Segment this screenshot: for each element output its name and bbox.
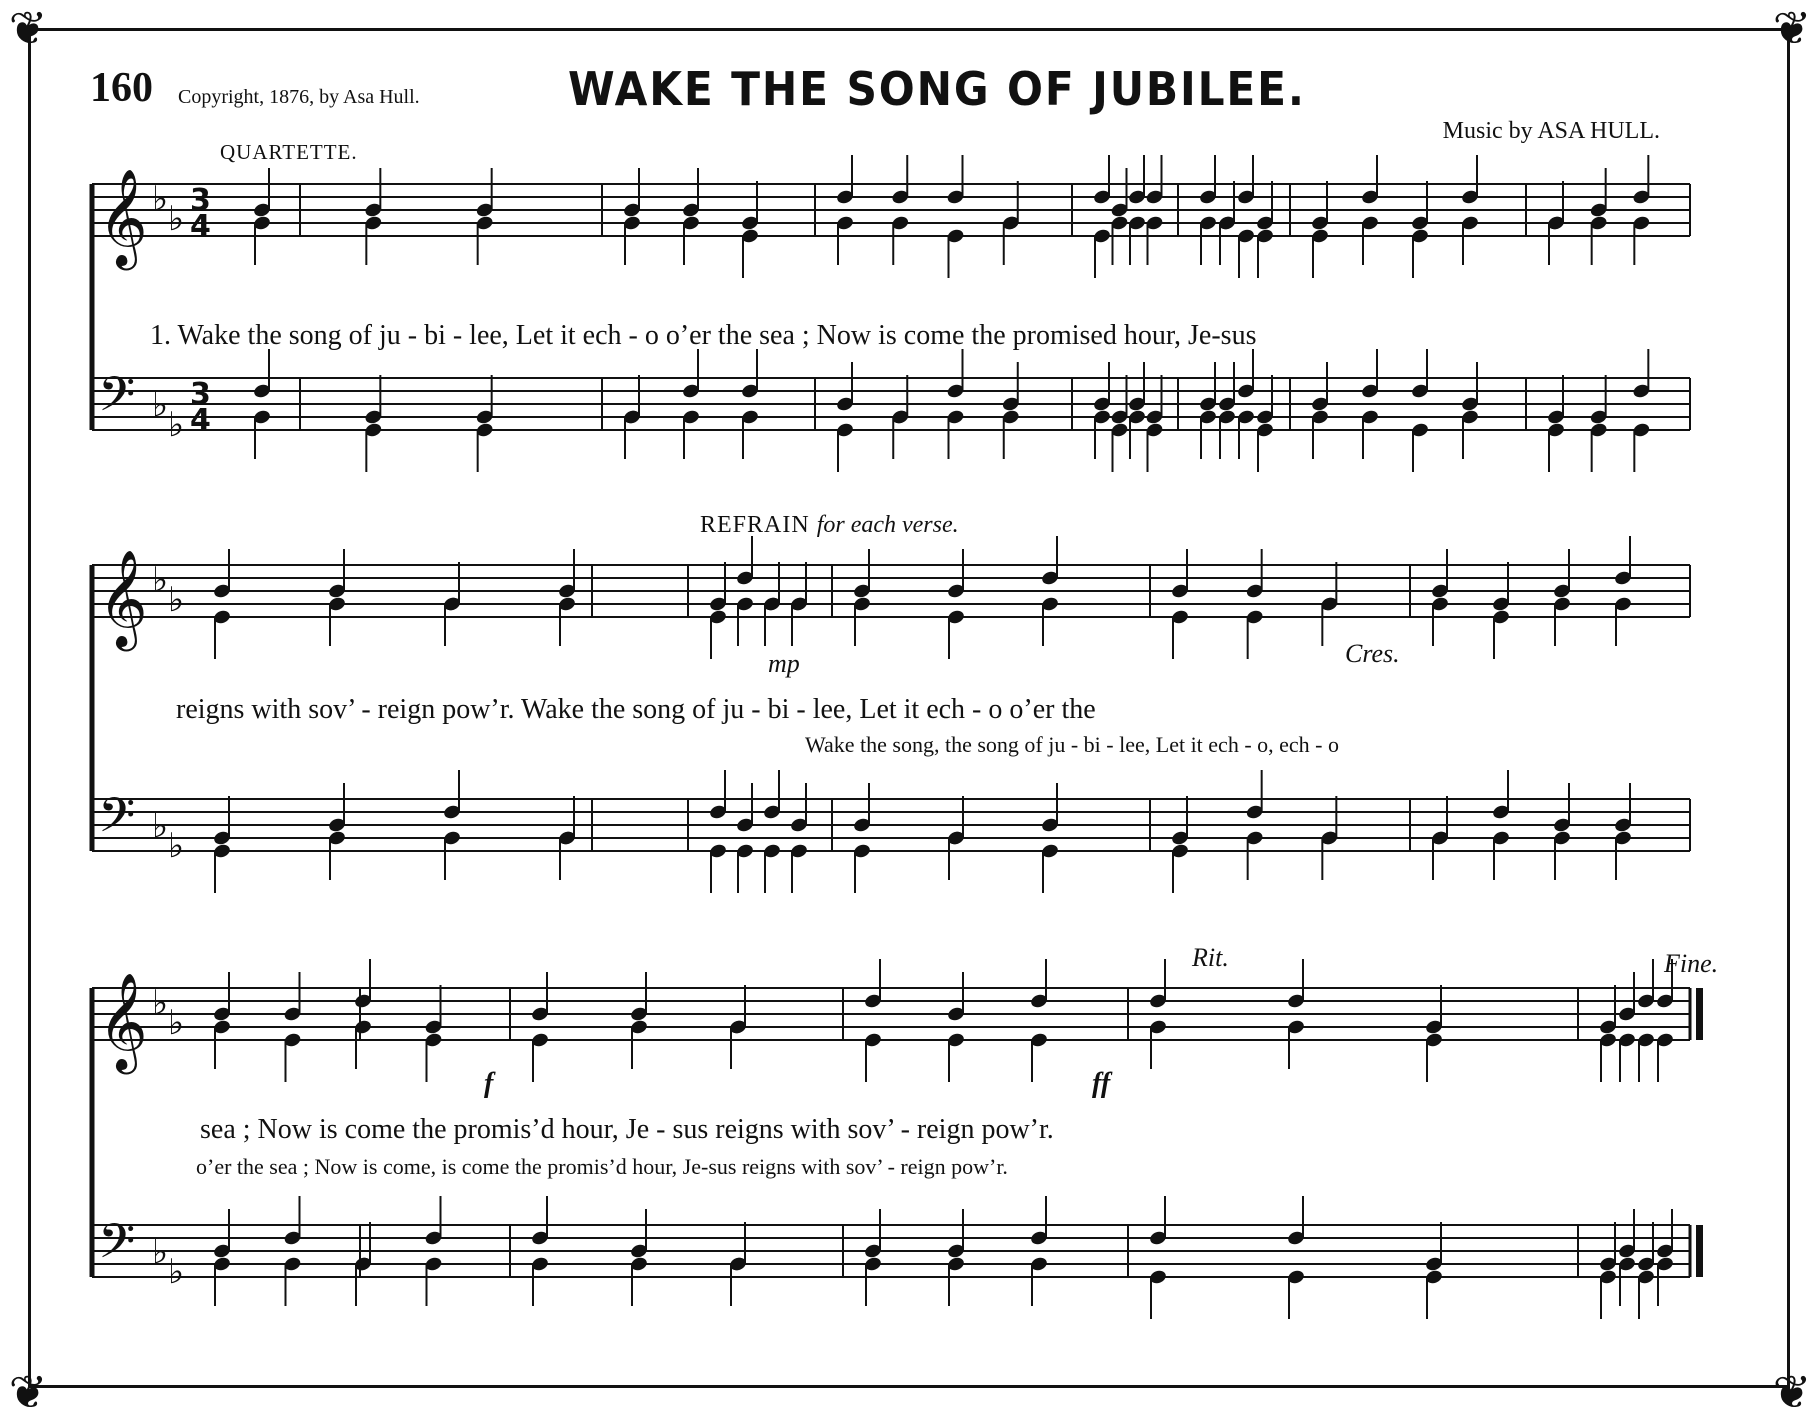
composer-credit: Music by ASA HULL. (1442, 118, 1660, 144)
flat-icon: ♭ (152, 385, 169, 425)
lyrics-system-2-main: reigns with sov’ - reign pow’r. Wake the song of ju - bi - lee, Let it ech - o o’er the (176, 694, 1096, 725)
voicing-label: QUARTETTE. (220, 140, 358, 164)
flat-icon: ♭ (152, 179, 169, 219)
treble-clef-icon: 𝄞 (98, 168, 148, 266)
refrain-title: REFRAIN (700, 512, 810, 538)
final-barline (1696, 1225, 1703, 1277)
dynamic-f: f (484, 1068, 494, 1099)
flat-icon: ♭ (168, 405, 185, 445)
corner-ornament-icon: ❦ (8, 1365, 48, 1419)
lyrics-system-3-echo: o’er the sea ; Now is come, is come the promis’d hour, Je-sus reigns with sov’ - reign pow’r. (196, 1154, 1008, 1179)
corner-ornament-icon: ❦ (8, 1, 48, 55)
bass-clef-icon: 𝄢 (98, 787, 136, 855)
flat-icon: ♭ (168, 826, 185, 866)
dynamic-cres: Cres. (1345, 639, 1400, 668)
flat-icon: ♭ (168, 580, 185, 620)
time-signature-top: 3 (190, 377, 211, 412)
time-signature-top: 3 (190, 183, 211, 218)
bass-clef-icon: 𝄢 (98, 1213, 136, 1281)
fine-marking: Fine. (1664, 949, 1719, 978)
final-barline (1696, 988, 1703, 1040)
treble-clef-icon: 𝄞 (98, 549, 148, 647)
treble-clef-icon: 𝄞 (98, 972, 148, 1070)
corner-ornament-icon: ❦ (1772, 1, 1812, 55)
flat-icon: ♭ (152, 983, 169, 1023)
dynamic-ff: ff (1092, 1068, 1111, 1099)
flat-icon: ♭ (152, 806, 169, 846)
flat-icon: ♭ (168, 1252, 185, 1292)
flat-icon: ♭ (168, 1003, 185, 1043)
page-title: WAKE THE SONG OF JUBILEE. (568, 62, 1306, 116)
dynamic-mp: mp (768, 649, 800, 678)
lyrics-system-1: 1. Wake the song of ju - bi - lee, Let it ech - o o’er the sea ; Now is come the promised hour, Je-sus (150, 320, 1257, 351)
copyright-notice: Copyright, 1876, by Asa Hull. (178, 86, 420, 108)
dynamic-rit: Rit. (1192, 943, 1229, 972)
flat-icon: ♭ (152, 560, 169, 600)
corner-ornament-icon: ❦ (1772, 1365, 1812, 1419)
refrain-note: for each verse. (816, 512, 959, 538)
flat-icon: ♭ (152, 1232, 169, 1272)
lyrics-system-2-echo: Wake the song, the song of ju - bi - lee, Let it ech - o, ech - o (805, 732, 1340, 757)
lyrics-system-3-main: sea ; Now is come the promis’d hour, Je - sus reigns with sov’ - reign pow’r. (200, 1114, 1054, 1145)
time-signature-bottom: 4 (190, 209, 211, 244)
bass-clef-icon: 𝄢 (98, 366, 136, 434)
hymn-number: 160 (90, 65, 153, 111)
flat-icon: ♭ (168, 199, 185, 239)
time-signature-bottom: 4 (190, 403, 211, 438)
